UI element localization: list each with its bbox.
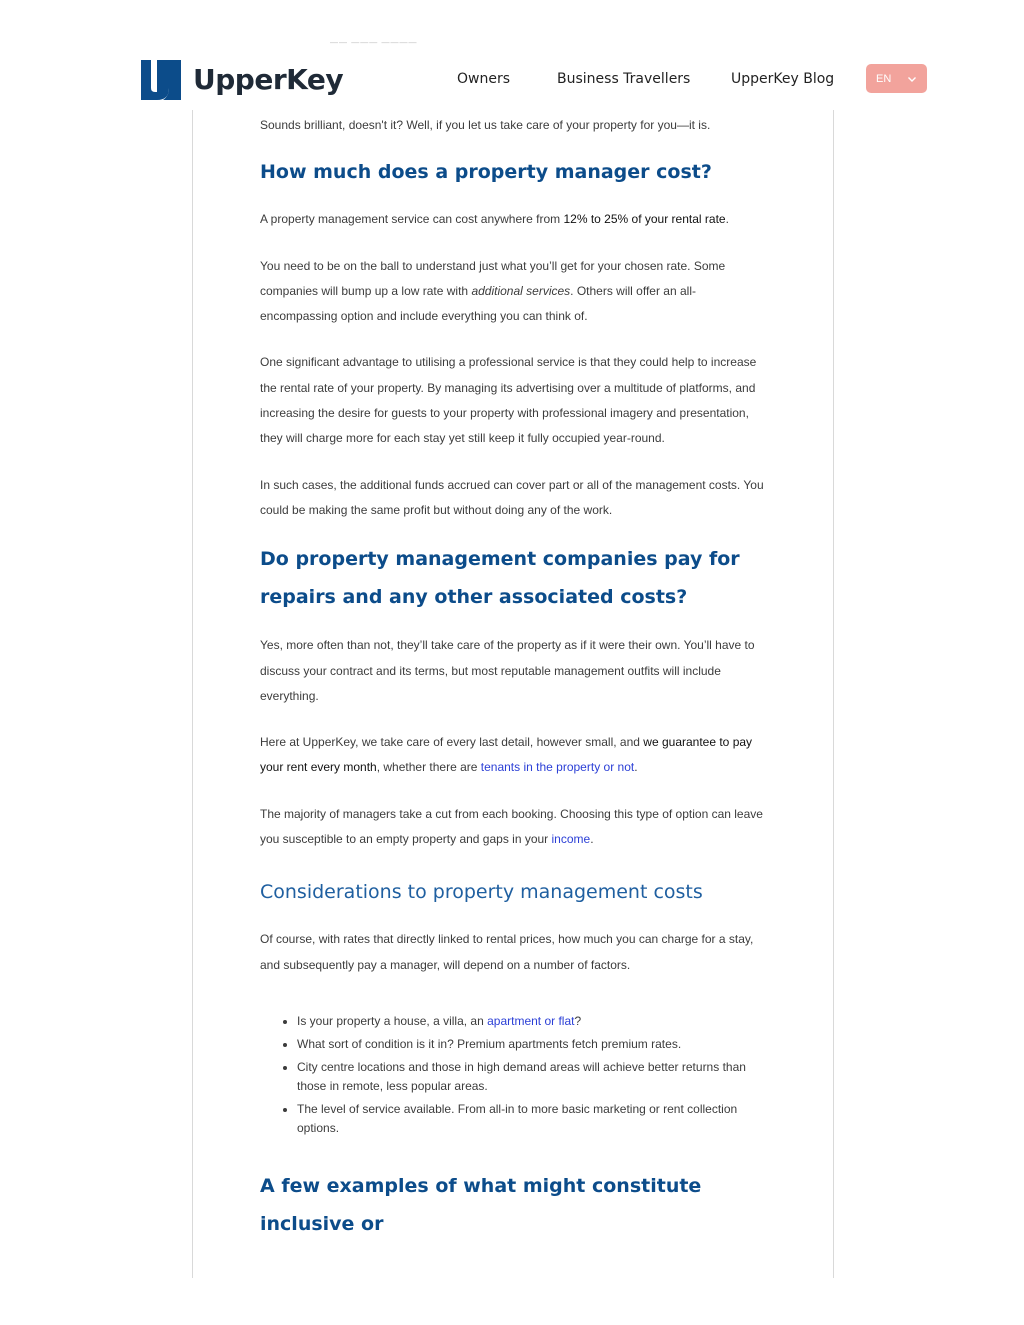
chevron-down-icon [907, 74, 917, 84]
considerations-paragraph: Of course, with rates that directly linked to rental prices, how much you can charge for a stay, and subsequently pay a manager, will depend on a number of factors. [260, 932, 754, 972]
intro-paragraph: Sounds brilliant, doesn't it? Well, if you let us take care of your property for you—it is. [260, 118, 711, 132]
cost-paragraph-2: You need to be on the ball to understand just what you’ll get for your chosen rate. Some companies will bump up a low rate with additional services. Others will offer an all-encompassing option and include everything you can think of. [260, 258, 726, 324]
apartment-link[interactable]: apartment or flat [487, 1013, 575, 1028]
list-item: • What sort of condition is it in? Premium apartments fetch premium rates. [297, 1035, 770, 1054]
list-item: • Is your property a house, a villa, an apartment or flat? [297, 1012, 770, 1031]
heading-considerations: Considerations to property management costs [260, 881, 703, 904]
repairs-paragraph-1: Yes, more often than not, they’ll take care of the property as if it were their own. You’ll have to discuss your contract and its terms, but most reputable management outfits will include everything. [260, 638, 755, 703]
logo-wordmark: UpperKey [193, 62, 344, 96]
rate-highlight: 12% to 25% of your rental rate [563, 212, 726, 227]
heading-cost: How much does a property manager cost? [260, 161, 712, 184]
repairs-paragraph-2: Here at UpperKey, we take care of every last detail, however small, and we guarantee to pay your rent every month, whether there are tenants in the property or not. [260, 735, 753, 775]
faded-text: —— ——— ———— [330, 38, 418, 47]
nav-upperkey-blog[interactable]: UpperKey Blog [731, 71, 835, 87]
factors-list [260, 1012, 770, 1137]
cost-paragraph-1: A property management service can cost anywhere from 12% to 25% of your rental rate. [260, 212, 729, 227]
nav-owners[interactable]: Owners [457, 71, 511, 87]
language-label: EN [876, 72, 892, 85]
cost-paragraph-3: One significant advantage to utilising a professional service is that they could help to increase the rental rate of your property. By managing its advertising over a multitude of platforms, and increasing the desire for guests to your property with professional imagery and presentation, they will charge more for each stay yet still keep it fully occupied year-round. [260, 355, 757, 446]
language-selector[interactable] [866, 64, 927, 93]
repairs-paragraph-3: The majority of managers take a cut from each booking. Choosing this type of option can leave you susceptible to an empty property and gaps in your income. [260, 806, 763, 847]
list-item: • The level of service available. From all-in to more basic marketing or rent collection options. [297, 1100, 770, 1137]
cost-paragraph-4: In such cases, the additional funds accrued can cover part or all of the management costs. You could be making the same profit but without doing any of the work. [260, 477, 764, 517]
upperkey-logo[interactable] [141, 58, 343, 100]
article-body [260, 110, 770, 1243]
site-header [0, 0, 1024, 110]
income-link[interactable]: income [551, 832, 591, 847]
tenants-link[interactable]: tenants in the property or not [480, 760, 635, 775]
nav-business-travellers[interactable]: Business Travellers [557, 71, 691, 87]
heading-repairs: Do property management companies pay for repairs and any other associated costs? [260, 548, 740, 609]
heading-examples: A few examples of what might constitute inclusive or [260, 1175, 702, 1236]
upperkey-logo-icon [141, 58, 181, 100]
guarantee-highlight: we guarantee to pay your rent every month [260, 735, 753, 775]
list-item: • City centre locations and those in high demand areas will achieve better returns than those in remote, less popular areas. [297, 1058, 770, 1095]
